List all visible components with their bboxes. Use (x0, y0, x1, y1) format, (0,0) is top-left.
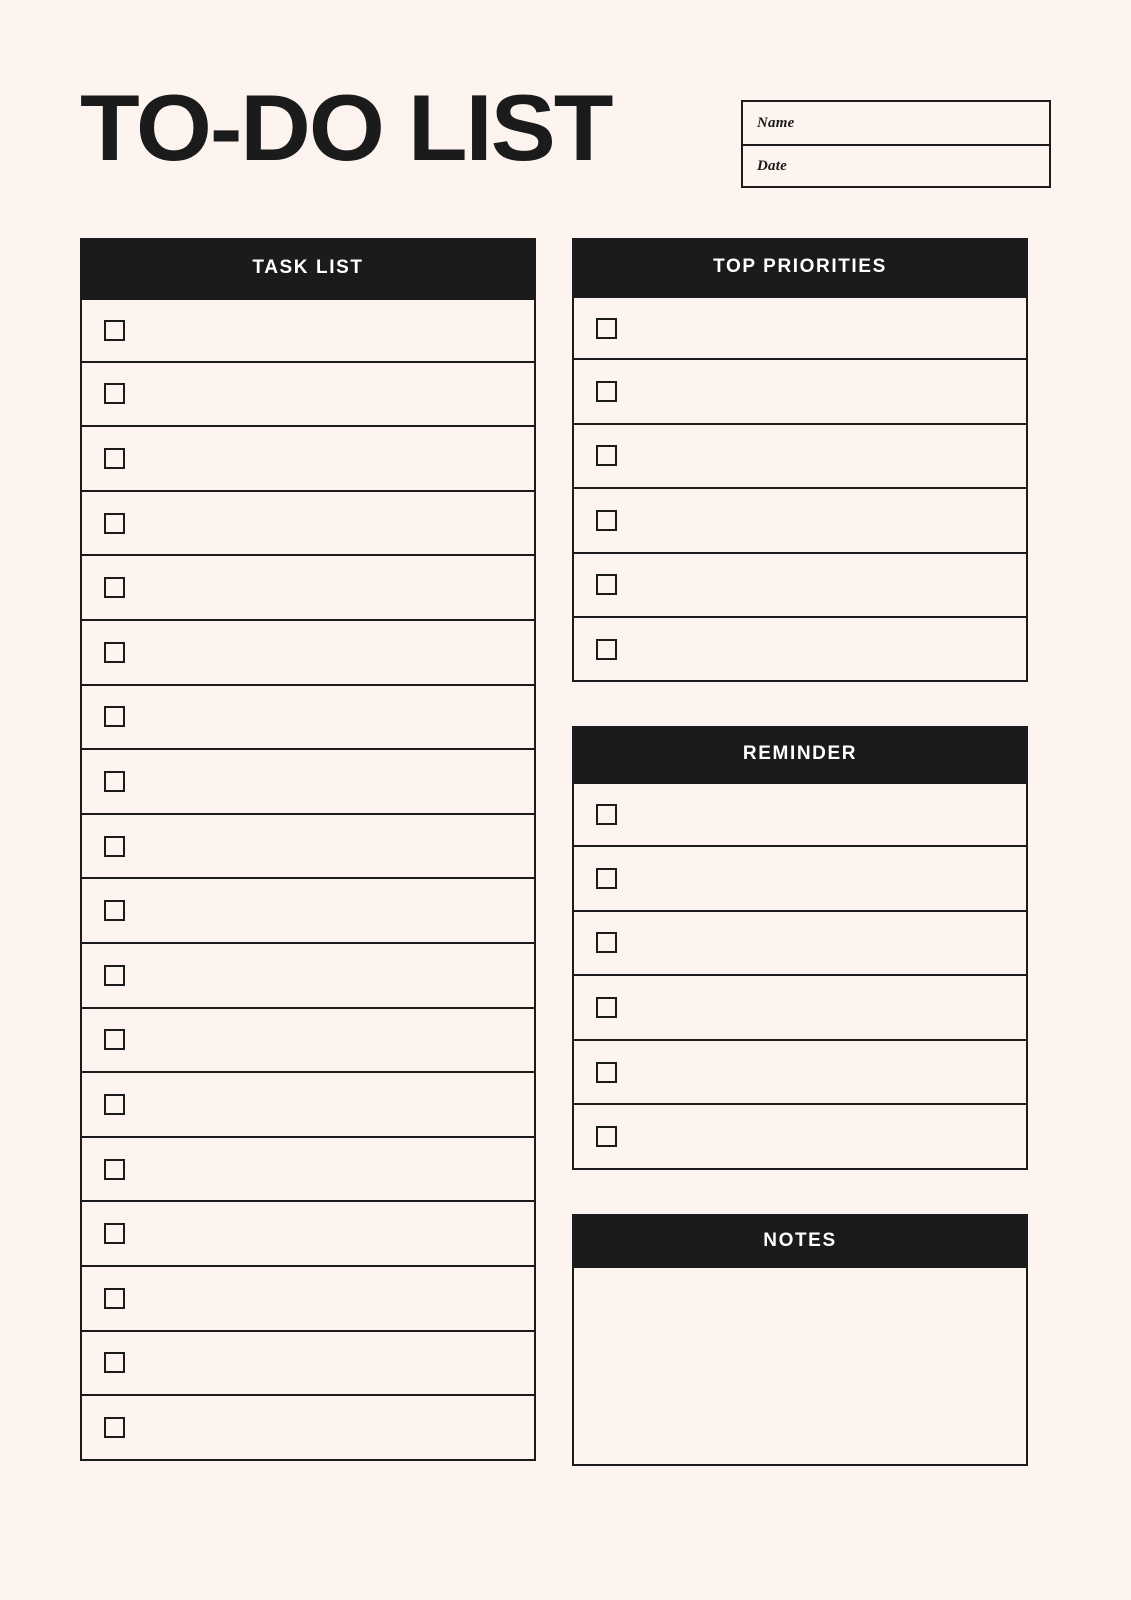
checkbox-icon[interactable] (104, 1029, 125, 1050)
priority-item[interactable] (572, 489, 1028, 553)
top-priorities-header: TOP PRIORITIES (572, 238, 1028, 296)
checkbox-icon[interactable] (596, 1062, 617, 1083)
task-list-item[interactable] (80, 427, 536, 492)
task-list-item[interactable] (80, 815, 536, 880)
task-list-section (80, 238, 536, 1461)
checkbox-icon[interactable] (104, 448, 125, 469)
page-title: TO-DO LIST (80, 75, 612, 180)
notes-input[interactable] (572, 1268, 1028, 1466)
checkbox-icon[interactable] (104, 513, 125, 534)
checkbox-icon[interactable] (104, 771, 125, 792)
checkbox-icon[interactable] (596, 510, 617, 531)
task-list-item[interactable] (80, 556, 536, 621)
checkbox-icon[interactable] (104, 642, 125, 663)
checkbox-icon[interactable] (104, 836, 125, 857)
priority-item[interactable] (572, 360, 1028, 424)
reminder-item[interactable] (572, 1105, 1028, 1170)
task-list-header: TASK LIST (80, 238, 536, 298)
top-priorities-rows (572, 296, 1028, 682)
checkbox-icon[interactable] (104, 1223, 125, 1244)
checkbox-icon[interactable] (596, 932, 617, 953)
date-label: Date (757, 157, 787, 174)
task-list-item[interactable] (80, 750, 536, 815)
reminder-section (572, 726, 1028, 1170)
checkbox-icon[interactable] (596, 318, 617, 339)
checkbox-icon[interactable] (596, 445, 617, 466)
checkbox-icon[interactable] (596, 997, 617, 1018)
task-list-item[interactable] (80, 1332, 536, 1397)
task-list-item[interactable] (80, 686, 536, 751)
reminder-item[interactable] (572, 847, 1028, 912)
date-field-row[interactable] (743, 144, 1049, 186)
priority-item[interactable] (572, 618, 1028, 682)
task-list-item[interactable] (80, 1202, 536, 1267)
top-priorities-section (572, 238, 1028, 682)
priority-item[interactable] (572, 425, 1028, 489)
task-list-item[interactable] (80, 492, 536, 557)
checkbox-icon[interactable] (104, 1159, 125, 1180)
checkbox-icon[interactable] (104, 1352, 125, 1373)
task-list-item[interactable] (80, 944, 536, 1009)
task-list-item[interactable] (80, 1138, 536, 1203)
task-list-item[interactable] (80, 363, 536, 428)
checkbox-icon[interactable] (104, 900, 125, 921)
checkbox-icon[interactable] (104, 706, 125, 727)
checkbox-icon[interactable] (104, 1417, 125, 1438)
checkbox-icon[interactable] (104, 965, 125, 986)
name-field-row[interactable] (743, 102, 1049, 144)
checkbox-icon[interactable] (596, 574, 617, 595)
task-list-item[interactable] (80, 879, 536, 944)
task-list-item[interactable] (80, 1396, 536, 1461)
notes-header: NOTES (572, 1214, 1028, 1268)
checkbox-icon[interactable] (596, 639, 617, 660)
checkbox-icon[interactable] (104, 383, 125, 404)
task-list-item[interactable] (80, 621, 536, 686)
task-list-item[interactable] (80, 1267, 536, 1332)
checkbox-icon[interactable] (596, 868, 617, 889)
task-list-rows (80, 298, 536, 1461)
checkbox-icon[interactable] (596, 381, 617, 402)
reminder-item[interactable] (572, 912, 1028, 977)
checkbox-icon[interactable] (104, 1094, 125, 1115)
reminder-item[interactable] (572, 976, 1028, 1041)
checkbox-icon[interactable] (104, 320, 125, 341)
notes-section (572, 1214, 1028, 1466)
right-column (572, 238, 1028, 1466)
checkbox-icon[interactable] (104, 577, 125, 598)
reminder-item[interactable] (572, 1041, 1028, 1106)
meta-box (741, 100, 1051, 188)
task-list-item[interactable] (80, 1073, 536, 1138)
checkbox-icon[interactable] (596, 1126, 617, 1147)
priority-item[interactable] (572, 554, 1028, 618)
checkbox-icon[interactable] (596, 804, 617, 825)
name-label: Name (757, 114, 795, 131)
page-header (80, 75, 1051, 198)
priority-item[interactable] (572, 296, 1028, 360)
task-list-item[interactable] (80, 1009, 536, 1074)
reminder-rows (572, 782, 1028, 1170)
task-list-item[interactable] (80, 298, 536, 363)
reminder-header: REMINDER (572, 726, 1028, 782)
reminder-item[interactable] (572, 782, 1028, 847)
checkbox-icon[interactable] (104, 1288, 125, 1309)
